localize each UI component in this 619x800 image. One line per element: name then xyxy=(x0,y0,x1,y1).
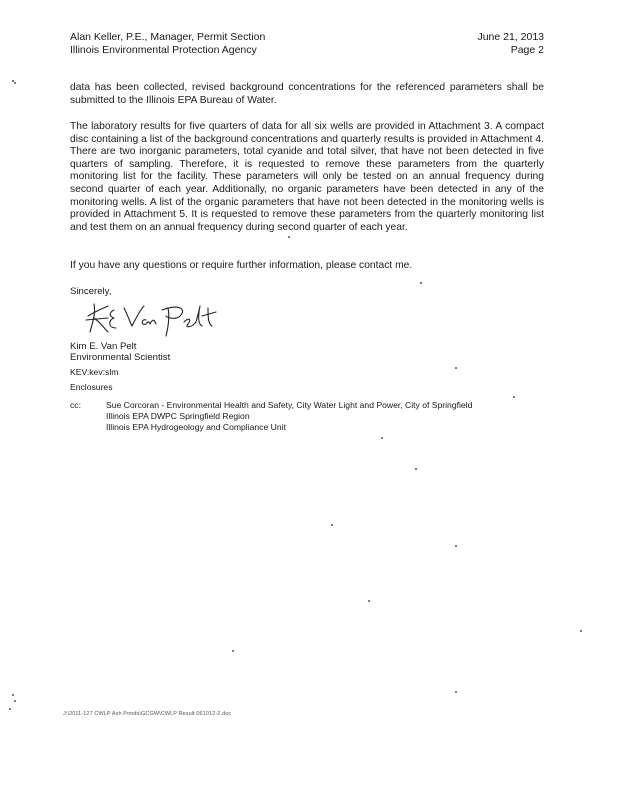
paragraph-contact: If you have any questions or require further information, please contact me. xyxy=(70,260,413,271)
paragraph-lab-results: The laboratory results for five quarters of data for all six wells are provided in Attachment 3. A compact disc containing a list of the background concentrations and quarterly results is provided in Attachment 4. There are two inorganic parameters, total cyanide and total silver, that have not been detected in five quarters of sampling. Therefore, it is requested to remove these parameters from the quarterly monitoring list for the facility. These parameters will only be tested on an annual frequency during second quarter of each year. Additionally, no organic parameters have been detected in any of the monitoring wells. A list of the organic parameters that have not been detected in the monitoring wells is provided in Attachment 5. It is requested to remove these parameters from the quarterly monitoring list and test them on an annual frequency during second quarter of each year. xyxy=(70,121,544,233)
salutation: Sincerely, xyxy=(70,286,112,297)
page-number: Page 2 xyxy=(510,44,544,56)
cc-recipient: Illinois EPA DWPC Springfield Region xyxy=(106,411,250,421)
paragraph-continuation: data has been collected, revised background concentrations for the referenced parameters shall be submitted to the Illinois EPA Bureau of Water. xyxy=(70,82,544,106)
cc-label: cc: xyxy=(70,400,81,410)
agency-line: Illinois Environmental Protection Agency xyxy=(70,44,257,56)
typist-initials: KEV:kev:slm xyxy=(70,367,119,377)
recipient-line: Alan Keller, P.E., Manager, Permit Section xyxy=(70,31,266,43)
signer-name: Kim E. Van Pelt xyxy=(70,341,137,352)
letter-date: June 21, 2013 xyxy=(477,31,544,43)
cc-recipient: Sue Corcoran - Environmental Health and Safety, City Water Light and Power, City of Springfield xyxy=(106,400,473,410)
signature-image xyxy=(84,296,234,340)
cc-recipient: Illinois EPA Hydrogeology and Compliance Unit xyxy=(106,422,286,432)
enclosures-label: Enclosures xyxy=(70,382,113,392)
signature xyxy=(84,296,234,340)
file-path-footer: J:\2011-127 CWLP Ash Ponds\GCGW\CWLP Result 061012-2.doc xyxy=(63,711,232,717)
signer-title: Environmental Scientist xyxy=(70,352,171,363)
